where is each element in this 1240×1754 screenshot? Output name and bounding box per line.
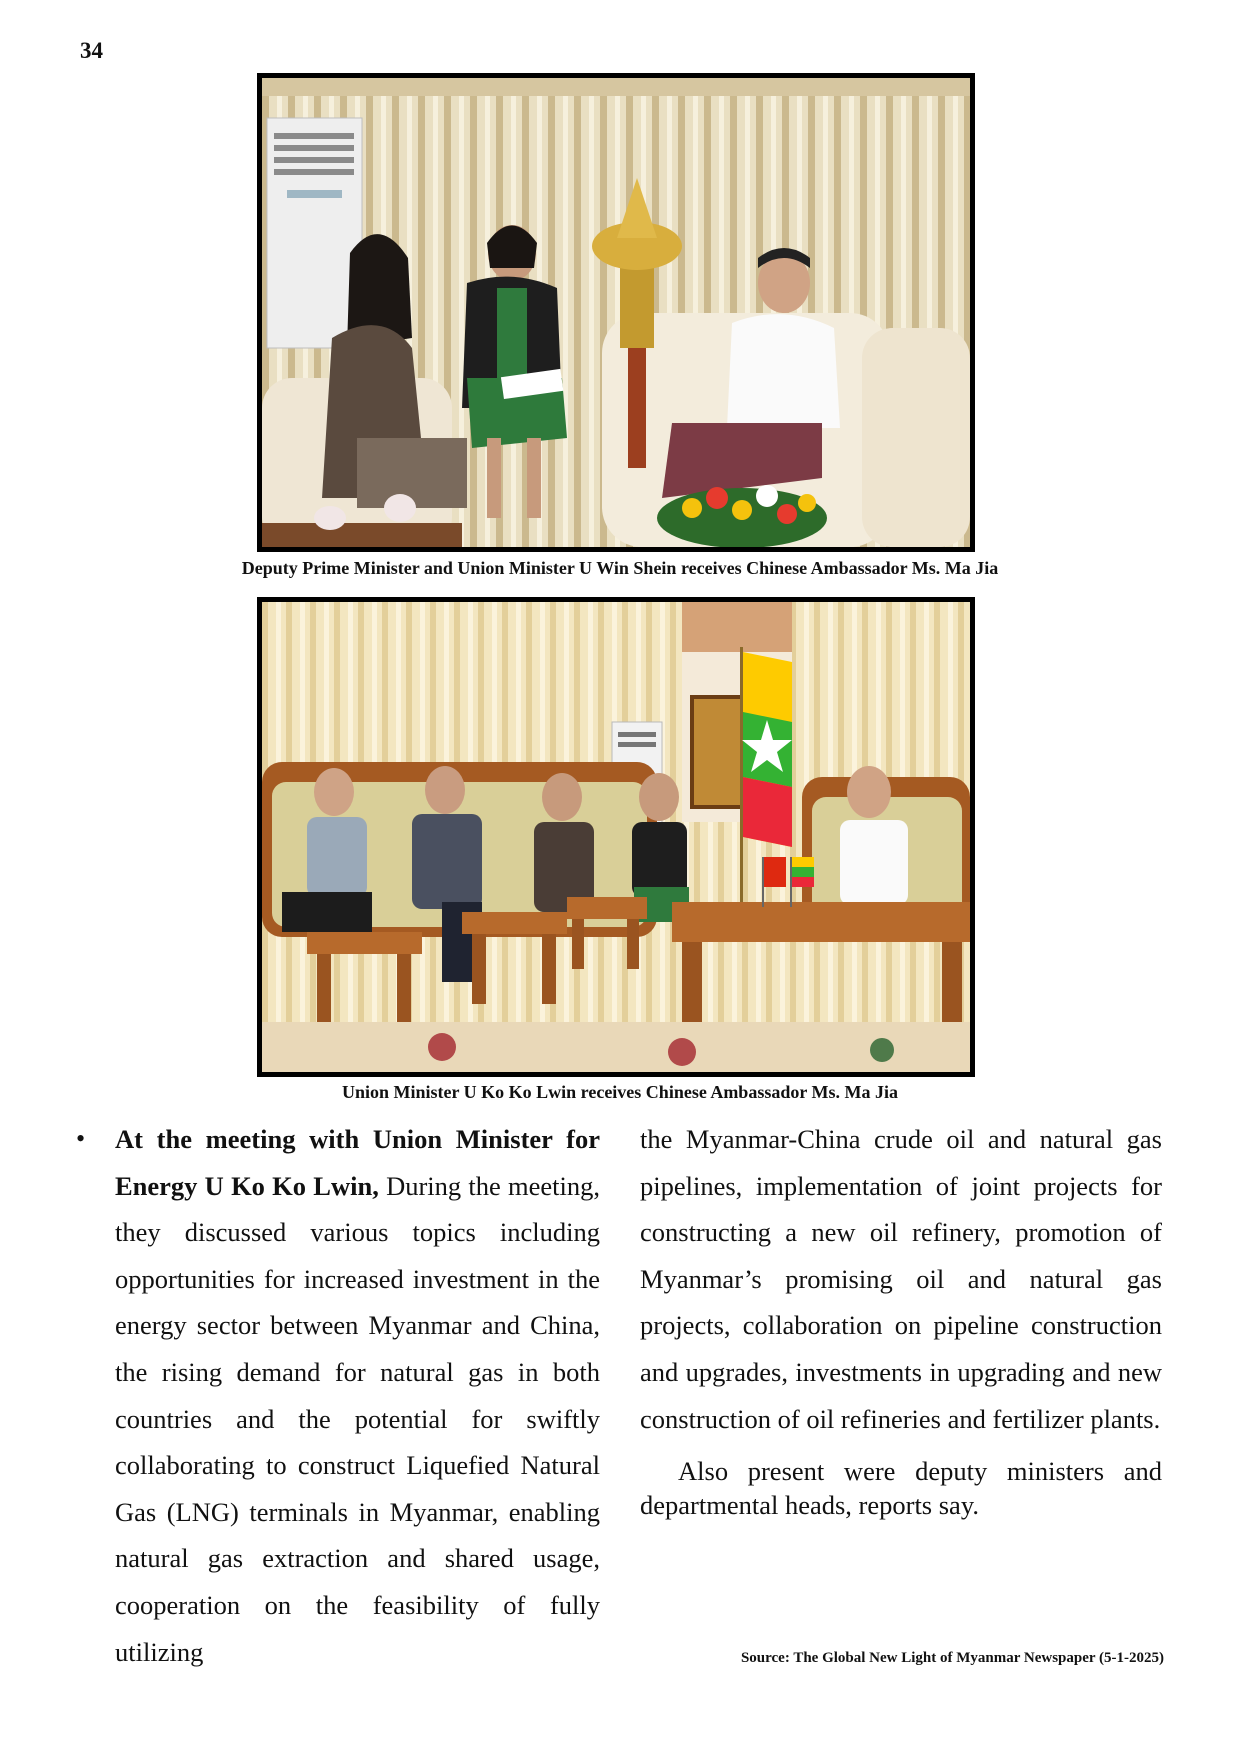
- article-body-continued: the Myanmar-China crude oil and natural gas pipelines, implementation of joint projects for constructing a new oil refinery, promotion of Myanmar’s promising oil and natural gas projects, collaboration on pipeline construction and upgrades, investments in upgrading and new construction of oil refineries and fertilizer plants.: [640, 1124, 1162, 1434]
- photo-caption: Union Minister U Ko Ko Lwin receives Chinese Ambassador Ms. Ma Jia: [341, 1082, 898, 1102]
- article-column-right: [640, 1116, 1162, 1522]
- photo-meeting-ko-ko-lwin: [257, 597, 975, 1077]
- source-credit: Source: The Global New Light of Myanmar Newspaper (5-1-2025): [740, 1650, 1164, 1666]
- photo-meeting-win-shein: [257, 73, 975, 552]
- page-number: 34: [80, 38, 103, 63]
- meeting-photo-illustration-1: [262, 78, 970, 547]
- article-lead: At the meeting with Union Minister for Energy U Ko Ko Lwin,: [115, 1124, 600, 1201]
- bullet-point: •: [76, 1124, 86, 1153]
- article-body: During the meeting, they discussed various topics including opportunities for increased investment in the energy sector between Myanmar and China, the rising demand for natural gas in both countries and the potential for swiftly collaborating to construct Liquefied Natural Gas (LNG) terminals in Myanmar, enabling natural gas extraction and shared usage, cooperation on the feasibility of fully utilizing: [115, 1170, 601, 1667]
- photo-caption: Deputy Prime Minister and Union Minister U Win Shein receives Chinese Ambassador Ms. Ma Jia: [241, 558, 999, 578]
- article-column-left: [115, 1116, 600, 1675]
- article-closing-paragraph: Also present were deputy ministers and departmental heads, reports say.: [640, 1456, 1162, 1521]
- meeting-photo-illustration-2: [262, 602, 970, 1072]
